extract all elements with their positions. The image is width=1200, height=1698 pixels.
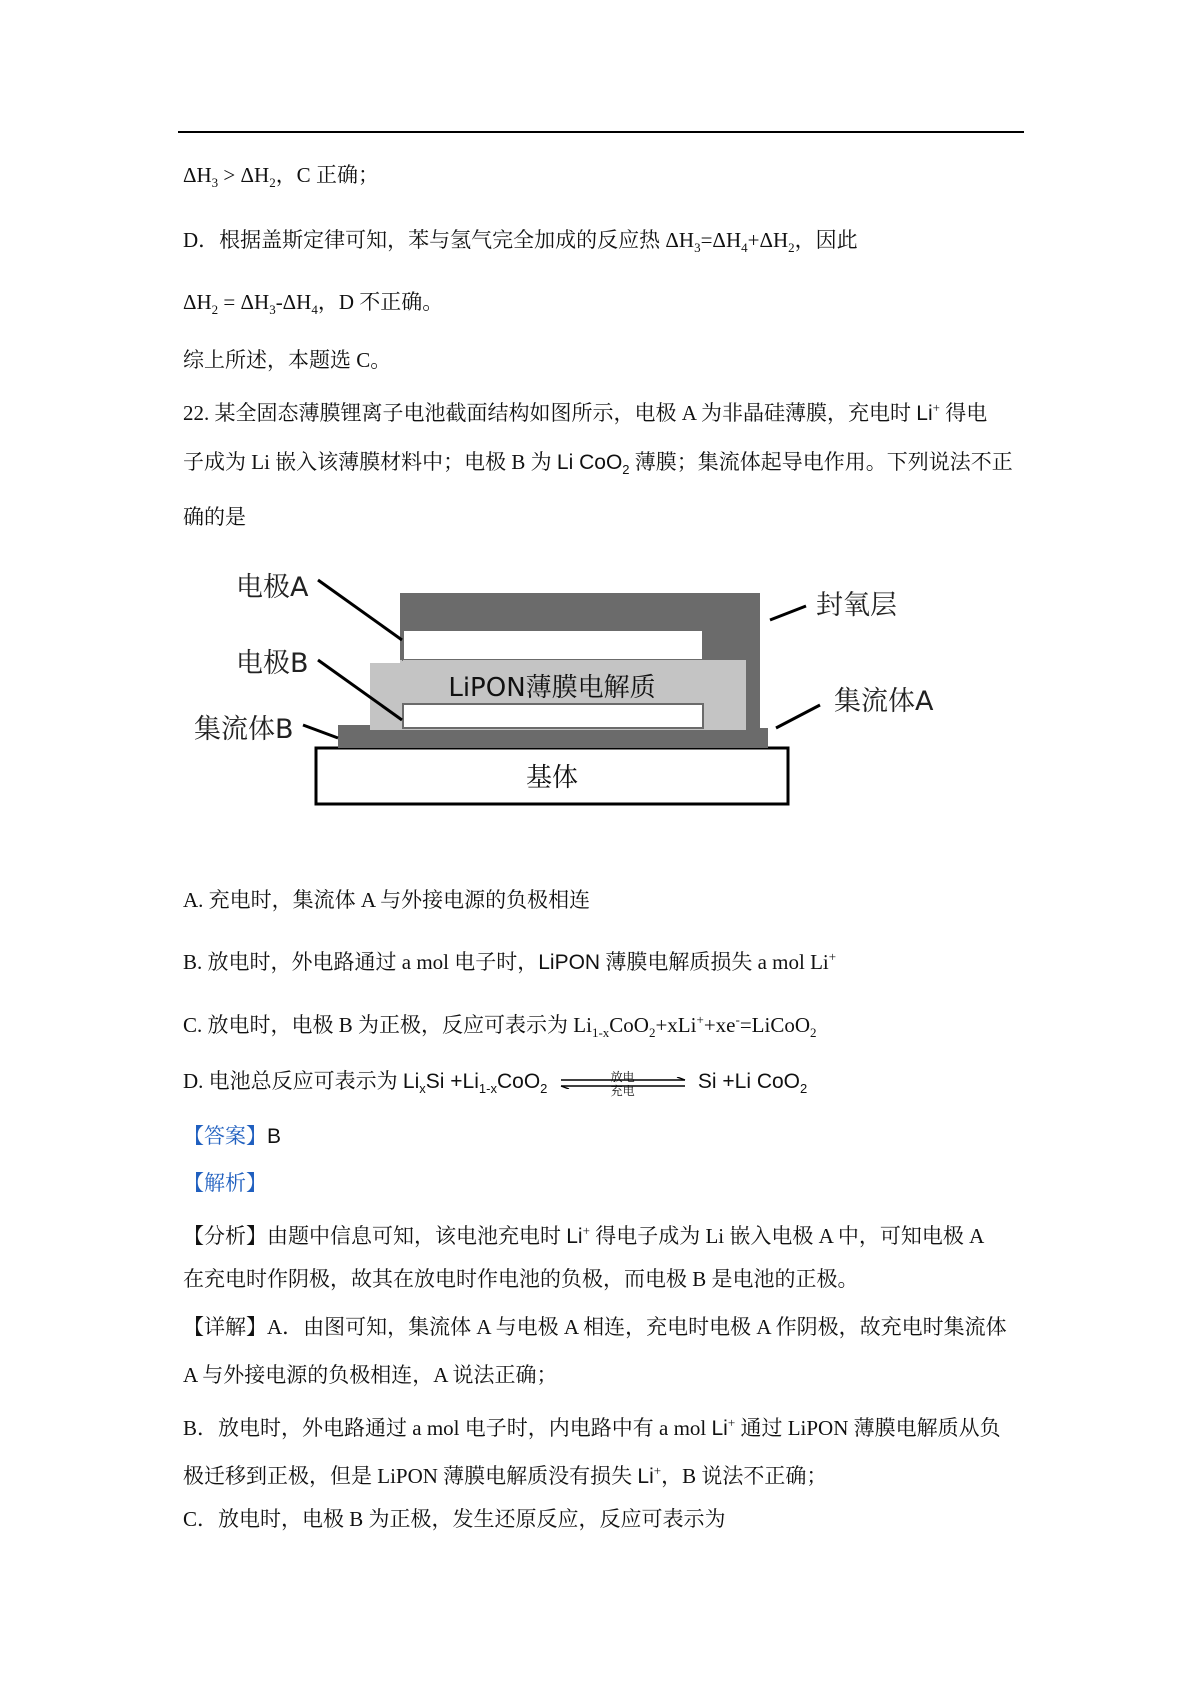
text: +xe [703,1013,736,1037]
subscript: 3 [269,302,276,317]
analysis-line-1 [183,1216,984,1252]
subscript: 2 [211,302,219,317]
option-c [183,1005,817,1048]
text: Li CoO [556,451,623,474]
oxygen-seal-label: 封氧层 [816,590,897,621]
text: 通过 LiPON 薄膜电解质从负 [735,1416,1001,1440]
option-b [183,942,836,978]
arrow-top-label: 放电 [610,1070,635,1085]
subscript: 2 [540,1081,548,1096]
analysis-line-4: A 与外接电源的负极相连，A 说法正确； [183,1363,558,1387]
text: D. 电池总反应可表示为 [183,1069,403,1093]
option-a: A. 充电时，集流体 A 与外接电源的负极相连 [183,888,591,912]
analysis-line-7: C．放电时，电极 B 为正极，发生还原反应，反应可表示为 [183,1507,726,1531]
battery-cross-section-diagram [0,0,1200,830]
text: =LiCoO [739,1013,811,1037]
analysis-line-6 [183,1456,827,1492]
detail-subtag: 【详解】 [183,1315,267,1339]
text: 薄膜；集流体起导电作用。下列说法不正 [629,450,1013,474]
superscript: + [828,949,837,964]
text: Li [566,1225,583,1248]
text: CoO [609,1013,649,1037]
electrode-b-film [403,704,703,728]
analysis-line-3 [183,1312,1007,1342]
text: LiPON [538,951,601,974]
text: Li [916,402,933,425]
substrate-label: 基体 [525,763,579,793]
summary-line: 综上所述，本题选 C。 [183,348,392,372]
analysis-line-2: 在充电时作阴极，故其在放电时作电池的负极，而电极 B 是电池的正极。 [183,1267,859,1291]
analysis-subtag: 【分析】 [183,1224,267,1248]
text: ，因此 [794,228,858,252]
superscript: + [696,1012,704,1027]
text: =ΔH [700,228,742,252]
text: Si +Li [425,1070,479,1093]
subscript: 2 [800,1081,808,1096]
option-d [183,1066,807,1104]
analysis-tag: 【解析】 [183,1171,267,1195]
question-22-line-3: 确的是 [183,505,246,529]
superscript: + [582,1223,590,1238]
text: = ΔH [218,290,270,314]
superscript: + [653,1463,662,1478]
electrode-a-film [403,630,703,660]
answer-tag: 【答案】 [183,1124,267,1148]
subscript: 4 [741,240,748,255]
superscript: + [932,400,940,415]
text: -ΔH [275,290,312,314]
subscript: x [419,1081,426,1096]
collector-b-label: 集流体B [194,714,294,745]
collector-a-label: 集流体A [834,686,934,717]
text: C. 放电时，电极 B 为正极，反应可表示为 Li [183,1013,592,1037]
subscript: 2 [788,240,795,255]
answer-line [183,1121,281,1152]
subscript: 2 [810,1025,817,1040]
text: > ΔH [218,163,270,187]
text: +ΔH [747,228,789,252]
text: CoO [496,1070,541,1093]
text: 薄膜电解质损失 a mol Li [600,950,829,974]
collector-b-leader [303,725,338,738]
text: B. 放电时，外电路通过 a mol 电子时， [183,950,539,974]
subscript: 2 [269,175,276,190]
electrolyte-label: LiPON薄膜电解质 [448,673,656,703]
text: Li [402,1070,420,1093]
text: ，C 正确； [275,163,379,187]
text: ΔH [183,163,212,187]
analysis-line-5 [183,1408,1001,1444]
oxygen-seal-leader [770,606,806,620]
arrow-bottom-label: 充电 [610,1084,635,1099]
text: 极迁移到正极，但是 LiPON 薄膜电解质没有损失 [183,1464,638,1488]
superscript: - [735,1012,740,1027]
text: 得电 [939,401,988,425]
text: 子成为 Li 嵌入该薄膜材料中；电极 B 为 [183,450,557,474]
subscript: 1-x [591,1025,610,1040]
text: 得电子成为 Li 嵌入电极 A 中，可知电极 A [589,1224,985,1248]
answer-value: B [267,1125,282,1148]
text: Li [637,1465,654,1488]
text: ΔH [183,290,212,314]
text: ，D 不正确。 [317,290,444,314]
subscript: 3 [694,240,701,255]
collector-a-leader [776,705,820,728]
subscript: 1-x [478,1081,497,1096]
electrode-a-leader [318,580,402,640]
subscript: 4 [311,302,318,317]
text: Li [711,1417,728,1440]
subscript: 2 [622,462,630,477]
text: ，B 说法不正确； [661,1464,828,1488]
text: 由题中信息可知，该电池充电时 [267,1224,567,1248]
equilibrium-arrow [559,1068,687,1098]
subscript: 2 [648,1025,656,1040]
text: D．根据盖斯定律可知，苯与氢气完全加成的反应热 ΔH [183,228,695,252]
text: B．放电时，外电路通过 a mol 电子时，内电路中有 a mol [183,1416,712,1440]
text: 22. 某全固态薄膜锂离子电池截面结构如图所示，电极 A 为非晶硅薄膜，充电时 [183,401,917,425]
text: A．由图可知，集流体 A 与电极 A 相连，充电时电极 A 作阴极，故充电时集流体 [267,1315,1007,1339]
electrode-a-edge [403,660,708,663]
subscript: 3 [211,175,219,190]
electrode-a-label: 电极A [236,572,309,603]
text: +xLi [655,1013,697,1037]
superscript: + [727,1415,736,1430]
text: Si +Li CoO [697,1070,801,1093]
electrode-b-label: 电极B [236,648,309,679]
electrode-b-block [370,663,402,730]
